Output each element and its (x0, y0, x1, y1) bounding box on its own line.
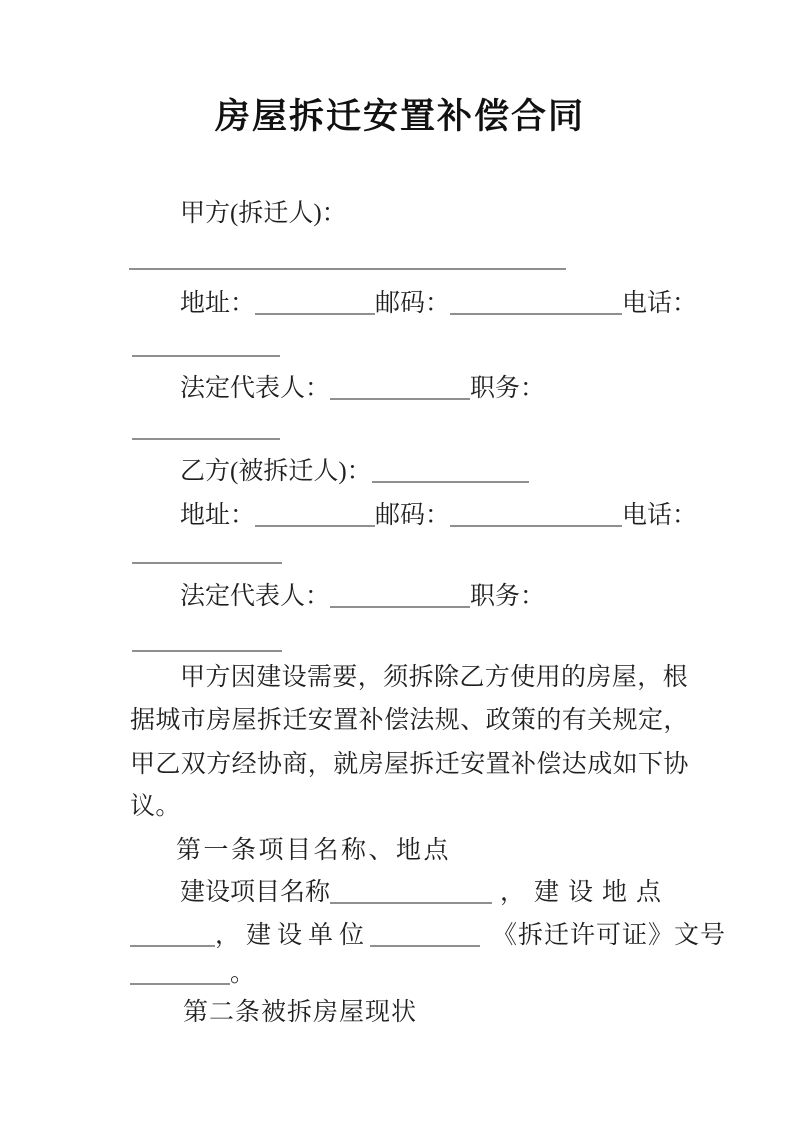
unit-permit-row (130, 922, 726, 950)
article-1-heading: 第一条项目名称、地点 (176, 837, 452, 864)
party-b-legal-rep-row (180, 583, 545, 611)
sentence-period: 。 (230, 960, 256, 987)
postcode-label: 邮码： (375, 502, 451, 529)
preamble-line-4: 议。 (130, 793, 181, 820)
position-continuation-rule-a (132, 438, 280, 440)
address-label: 地址： (180, 502, 256, 529)
preamble-line-2: 据城市房屋拆迁安置补偿法规、政策的有关规定， (130, 707, 689, 734)
location-blank (130, 943, 215, 947)
permit-number-blank (130, 981, 230, 985)
party-a-name-rule (129, 268, 566, 270)
location-label: ，建设地点 (500, 879, 671, 906)
postcode-label: 邮码： (375, 290, 451, 317)
party-b-contact-row (180, 502, 697, 530)
party-b-name-blank (372, 479, 529, 483)
position-label: 职务： (470, 375, 546, 402)
postcode-blank (450, 523, 622, 527)
preamble-line-3: 甲乙双方经协商，就房屋拆迁安置补偿达成如下协 (130, 751, 689, 778)
phone-continuation-rule-b (132, 562, 282, 564)
phone-continuation-rule-a (132, 355, 280, 357)
document-title: 房屋拆迁安置补偿合同 (214, 97, 585, 136)
project-name-blank (330, 900, 492, 904)
legal-rep-label: 法定代表人： (180, 583, 331, 610)
legal-rep-blank (330, 604, 470, 608)
postcode-blank (450, 311, 622, 315)
unit-label: ，建设单位 (215, 922, 371, 949)
party-b-row (180, 458, 529, 486)
preamble-line-1: 甲方因建设需要，须拆除乙方使用的房屋，根 (180, 664, 689, 691)
project-name-label: 建设项目名称 (180, 879, 331, 906)
article-2-heading: 第二条被拆房屋现状 (183, 999, 418, 1026)
phone-label: 电话： (622, 290, 698, 317)
party-b-label: 乙方(被拆迁人)： (180, 458, 372, 485)
position-label: 职务： (470, 583, 546, 610)
project-name-row (180, 879, 670, 907)
party-a-legal-rep-row (180, 375, 545, 403)
legal-rep-blank (330, 396, 470, 400)
address-blank (255, 523, 375, 527)
position-continuation-rule-b (132, 650, 282, 652)
address-label: 地址： (180, 290, 256, 317)
unit-blank (370, 943, 480, 947)
party-a-contact-row (180, 290, 697, 318)
permit-label: 《拆迁许可证》文号 (492, 922, 727, 949)
party-a-label: 甲方(拆迁人)： (180, 200, 347, 227)
phone-label: 电话： (622, 502, 698, 529)
legal-rep-label: 法定代表人： (180, 375, 331, 402)
address-blank (255, 311, 375, 315)
permit-number-row (130, 960, 255, 988)
